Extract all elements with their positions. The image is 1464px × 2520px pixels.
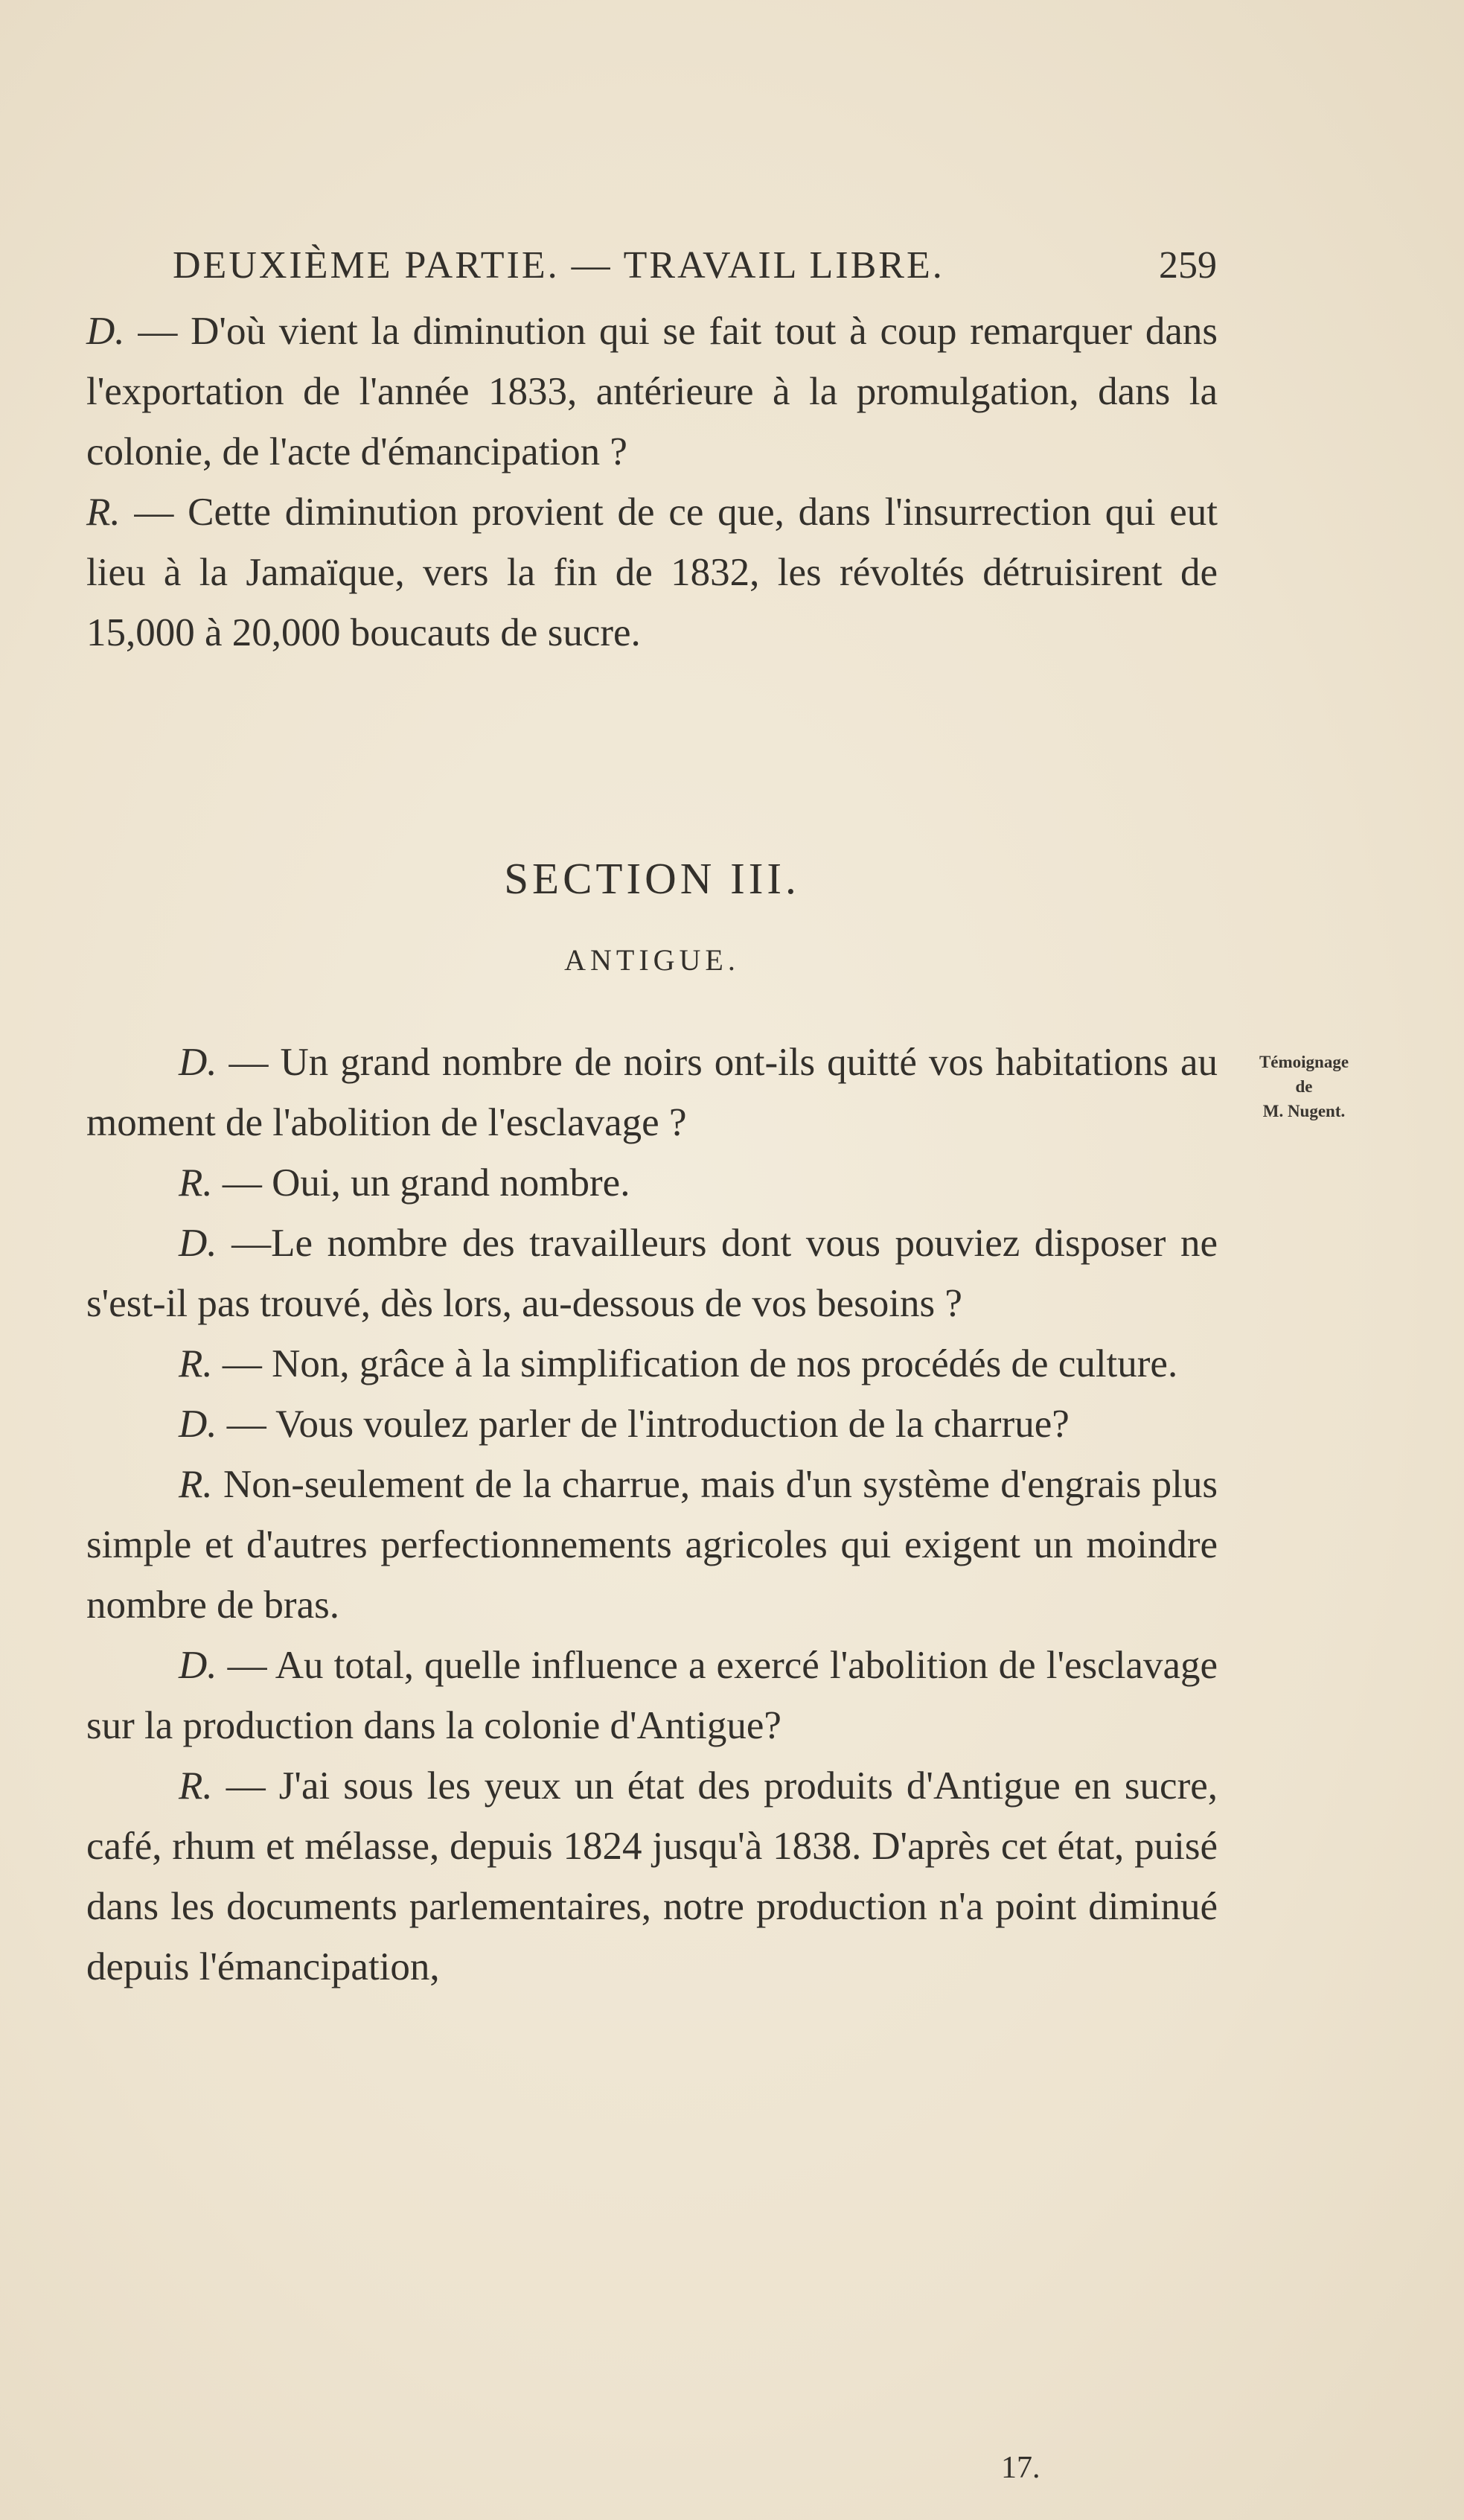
margin-note-line: M. Nugent. — [1262, 1102, 1346, 1120]
question-paragraph — [86, 302, 1218, 482]
text-block-top — [86, 302, 1218, 663]
answer-paragraph — [86, 1334, 1218, 1394]
paragraph-text: — Cette diminution provient de ce que, dans l'insurrection qui eut lieu à la Jamaïque, vers la fin de 1832, les révoltés détruisirent de 15,000 à 20,000 boucauts de sucre. — [86, 491, 1218, 654]
answer-paragraph — [86, 1756, 1218, 1997]
speaker-label: D. — [179, 1644, 217, 1687]
running-header — [173, 240, 1217, 292]
speaker-label: D. — [179, 1403, 217, 1446]
answer-paragraph — [86, 1153, 1218, 1213]
question-paragraph — [86, 1636, 1218, 1756]
paragraph-text: — Vous voulez parler de l'introduction de la charrue? — [217, 1403, 1070, 1446]
page-number: 259 — [1159, 244, 1217, 287]
running-title: DEUXIÈME PARTIE. — TRAVAIL LIBRE. — [173, 244, 944, 287]
answer-paragraph — [86, 1455, 1218, 1636]
question-paragraph — [86, 1394, 1218, 1455]
text-block-bottom — [86, 1033, 1218, 1997]
paragraph-text: — J'ai sous les yeux un état des produits d'Antigue en sucre, café, rhum et mélasse, depuis 1824 jusqu'à 1838. D'après cet état, puisé dans les documents parlementaires, notre production n'a point diminué depuis l'émancipation, — [86, 1764, 1218, 1988]
paragraph-text: — D'où vient la diminution qui se fait tout à coup remarquer dans l'exportation de l'année 1833, antérieure à la promulgation, dans la colonie, de l'acte d'émancipation ? — [86, 310, 1218, 473]
margin-note — [1230, 1050, 1378, 1123]
speaker-label: D. — [179, 1041, 217, 1084]
paragraph-text: — Oui, un grand nombre. — [212, 1161, 630, 1205]
signature-mark: 17. — [1001, 2451, 1041, 2485]
speaker-label: R. — [179, 1463, 213, 1506]
paragraph-text: — Au total, quelle influence a exercé l'abolition de l'esclavage sur la production dans la colonie d'Antigue? — [86, 1644, 1218, 1747]
speaker-label: R. — [179, 1764, 213, 1808]
paragraph-text: — Un grand nombre de noirs ont-ils quitté vos habitations au moment de l'abolition de l'esclavage ? — [86, 1041, 1218, 1144]
paragraph-text: Non-seulement de la charrue, mais d'un système d'engrais plus simple et d'autres perfectionnements agricoles qui exigent un moindre nombre de bras. — [86, 1463, 1218, 1627]
section-subtitle: ANTIGUE. — [564, 943, 740, 977]
question-paragraph — [86, 1213, 1218, 1334]
speaker-label: R. — [86, 491, 121, 534]
section-title: SECTION III. — [504, 854, 800, 903]
paragraph-text: — Non, grâce à la simplification de nos procédés de culture. — [212, 1342, 1178, 1385]
answer-paragraph — [86, 482, 1218, 663]
speaker-label: D. — [86, 310, 125, 353]
speaker-label: D. — [179, 1222, 217, 1265]
speaker-label: R. — [179, 1161, 213, 1205]
speaker-label: R. — [179, 1342, 213, 1385]
margin-note-line: Témoignage — [1259, 1053, 1349, 1071]
paragraph-text: —Le nombre des travailleurs dont vous pouviez disposer ne s'est-il pas trouvé, dès lors, au-dessous de vos besoins ? — [86, 1222, 1218, 1325]
margin-note-line: de — [1295, 1077, 1313, 1096]
question-paragraph — [86, 1033, 1218, 1153]
